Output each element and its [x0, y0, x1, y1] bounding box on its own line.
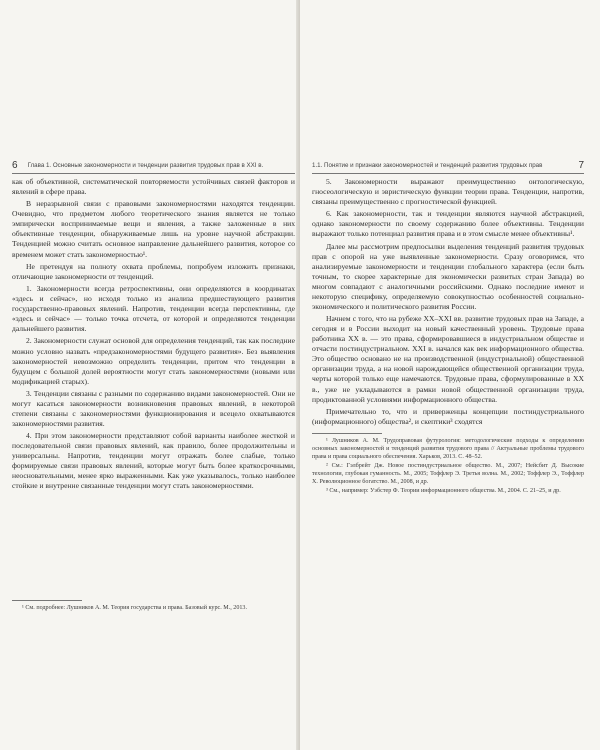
left-page [0, 0, 298, 750]
paragraph: 4. При этом закономерности представляют собой варианты наиболее жесткой и последовательной связи правовых явлений, как правило, более продолжительны и универсальны. Напротив, тенденции могут отражать более слабые, только формируемые связи правовых явлений, которые могут быть более краткосрочными, неосновательными, менее ярко выраженными. Как уже указывалось, только наиболее стойкие и внутренне связанные тенденции могут стать закономерностями. [12, 431, 295, 491]
footnote: ² См.: Гэлбрейт Дж. Новое постиндустриальное общество. М., 2007; Нейсбит Д. Высокие технологии, глубокая гуманность. М., 2005; Тоффлер Э. Третья волна. М., 2002; Тоффлер Э., Тоффлер Х. Революционное богатство. М., 2008, и др. [312, 462, 584, 485]
paragraph: Начнем с того, что на рубеже XX–XXI вв. развитие трудовых прав на Западе, а сегодня и в России выходит на новый качественный уровень. Трудовые права работника XX в. — это права, сформировавшиеся в индустриальном обществе и отчасти постиндустриальном. XXI в. начался как век информационного общества. Это общество основано не на производственной (индустриальной) общественной организации труда, а на новой нарождающейся общественной организации труда, черты которой только еще намечаются. Трудовые права, сформулированные в XX в., уже не укладываются в рамки новой общественной организации труда, продиктованной условиями информационного общества. [312, 314, 584, 404]
left-footnotes [12, 594, 295, 612]
paragraph: 3. Тенденции связаны с разными по содержанию видами закономерностей. Они не могут касаться закономерности возникновения правовых явлений, в некоторой степени связаны с закономерностями функционирования и всецело охватываются закономерностями развития. [12, 388, 295, 429]
right-header-rule [312, 173, 584, 174]
right-running-header [312, 158, 584, 172]
footnote-separator [312, 433, 382, 434]
left-page-number: 6 [12, 159, 18, 171]
paragraph: 2. Закономерности служат основой для определения тенденций, так как последние можно условно назвать «предзакономерностями будущего развития». Без выявления закономерностей невозможно определить тенденции, притом что тенденции в будущем с большой долей вероятности могут стать закономерностями (новыми или модификацией старых). [12, 336, 295, 386]
left-body-text [12, 177, 295, 492]
paragraph: Примечательно то, что и приверженцы концепции постиндустриального (информационного) общества², и скептики³ сходятся [312, 406, 584, 426]
paragraph: 6. Как закономерности, так и тенденции являются научной абстракцией, однако закономерности по своему содержанию более объективны. Тенденции выражают только потенциал развития права и в этом смысле менее объективны¹. [312, 209, 584, 239]
footnote: ³ См., например: Уэбстер Ф. Теории информационного общества. М., 2004. С. 21–25, и др. [326, 487, 561, 494]
left-running-header [12, 158, 295, 172]
right-body-text [312, 177, 584, 495]
right-running-head-text: 1.1. Понятие и признаки закономерностей и тенденций развития трудовых прав [312, 161, 543, 169]
left-header-rule [12, 173, 295, 174]
paragraph: Не претендуя на полноту охвата проблемы, попробуем изложить признаки, отличающие закономерности от тенденций. [12, 261, 295, 281]
paragraph: 5. Закономерности выражают преимущественно онтологическую, гносеологическую и эвристическую функции теории права. Тенденции, напротив, связаны преимущественно с прогностической функцией. [312, 177, 584, 207]
paragraph: Далее мы рассмотрим предпосылки выделения тенденций развития трудовых прав с опорой на уже выявленные закономерности. Сразу оговоримся, что анализируемые закономерности и тенденции глобального характера (если быть точным, то скорее характерные для экономически развитых стран Запада) во многом совпадают с аналогичными российскими. Однако последние имеют и некоторую специфику, определяемую совокупностью особенностей социально-экономического и политического развития России. [312, 241, 584, 311]
paragraph: как об объективной, систематической повторяемости устойчивых связей факторов и явлений в сфере права. [12, 177, 295, 197]
left-running-head-text: Глава 1. Основные закономерности и тенденции развития трудовых прав в XXI в. [27, 161, 264, 169]
footnote-separator [12, 600, 82, 601]
footnote: ¹ См. подробнее: Лушников А. М. Теория государства и права. Базовый курс. М., 2013. [22, 605, 247, 611]
footnote: ¹ Лушников А. М. Трудоправовая футурология: методологические подходы к определению основных закономерностей и тенденций развития трудового права // Актуальные проблемы трудового права и права социального обеспечения. Харьков, 2013. С. 48–52. [312, 437, 584, 460]
right-page [300, 0, 600, 750]
right-page-number: 7 [578, 159, 584, 171]
paragraph: 1. Закономерности всегда ретроспективны, они определяются в координатах «здесь и сейчас», но исходя только из анализа предшествующего развития государственно-правовых явлений. Напротив, тенденции всегда перспективны, где «здесь и сейчас» — только точка отсчета, от которой и определяются тенденции дальнейшего развития. [12, 284, 295, 334]
paragraph: В неразрывной связи с правовыми закономерностями находятся тенденции. Очевидно, что предметом любого теоретического знания является не только эмпирически воспринимаемые вещи и явления, а также заложенные в них объективные тенденции, обнаруживаемые лишь на уровне научной абстракции. Тенденцией можно считать основное направление дальнейшего развития, которое со временем может стать закономерностью¹. [12, 199, 295, 259]
